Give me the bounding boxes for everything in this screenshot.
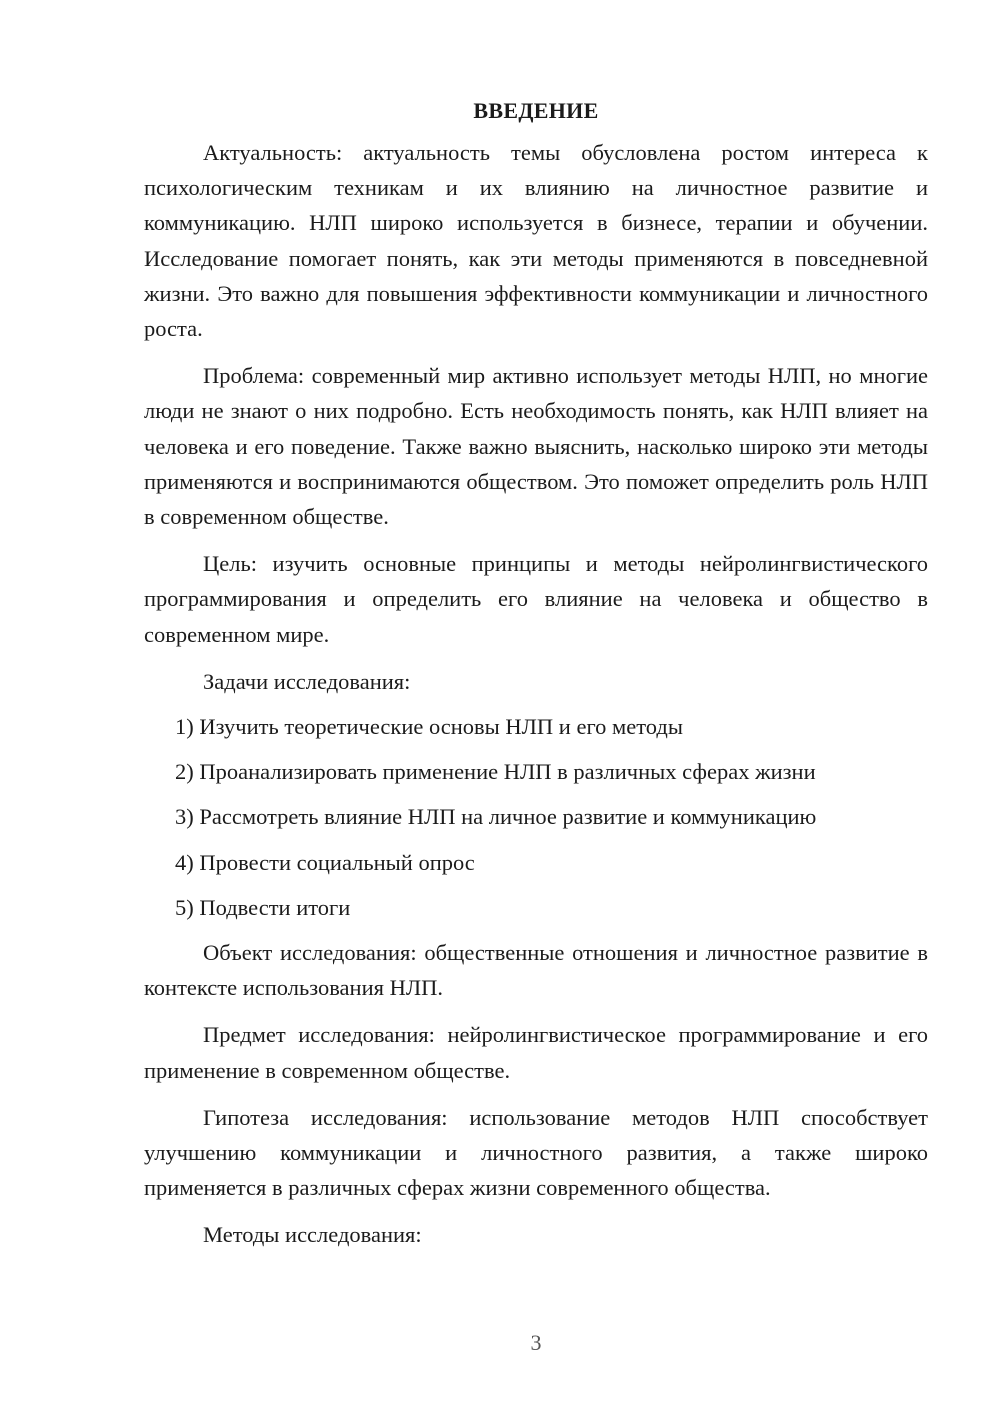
list-item: 5) Подвести итоги [175, 894, 351, 920]
problem-paragraph: Проблема: современный мир активно использует методы НЛП, но многие люди не знают о них подробно. Есть необходимость понять, как НЛП влияет на человека и его поведение. Также важно выяснить, насколько широко эти методы применяются и воспринимаются обществом. Это поможет определить роль НЛП в современном обществе. [144, 363, 928, 530]
tasks-heading: Задачи исследования: [203, 668, 411, 694]
page-number: 3 [530, 1330, 542, 1355]
subject-paragraph: Предмет исследования: нейролингвистическое программирование и его применение в современном обществе. [144, 1022, 928, 1083]
tasks-list [144, 709, 928, 925]
hypothesis-paragraph: Гипотеза исследования: использование методов НЛП способствует улучшению коммуникации и личностного развития, а также широко применяется в различных сферах жизни современного общества. [144, 1104, 928, 1201]
list-item: 3) Рассмотреть влияние НЛП на личное развитие и коммуникацию [175, 804, 817, 830]
methods-heading: Методы исследования: [203, 1222, 422, 1248]
goal-paragraph: Цель: изучить основные принципы и методы нейролингвистического программирования и определить его влияние на человека и общество в современном мире. [144, 551, 928, 647]
list-item: 4) Провести социальный опрос [175, 849, 475, 875]
relevance-paragraph: Актуальность: актуальность темы обусловлена ростом интереса к психологическим техникам и их влиянию на личностное развитие и коммуникацию. НЛП широко используется в бизнесе, терапии и обучении. Исследование помогает понять, как эти методы применяются в повседневной жизни. Это важно для повышения эффективности коммуникации и личностного роста. [144, 140, 928, 342]
document-page [144, 96, 928, 1263]
list-item: 2) Проанализировать применение НЛП в различных сферах жизни [175, 759, 816, 785]
list-item: 1) Изучить теоретические основы НЛП и его методы [175, 714, 683, 740]
page-title: ВВЕДЕНИЕ [473, 98, 599, 123]
object-paragraph: Объект исследования: общественные отношения и личностное развитие в контексте использования НЛП. [144, 940, 928, 1001]
